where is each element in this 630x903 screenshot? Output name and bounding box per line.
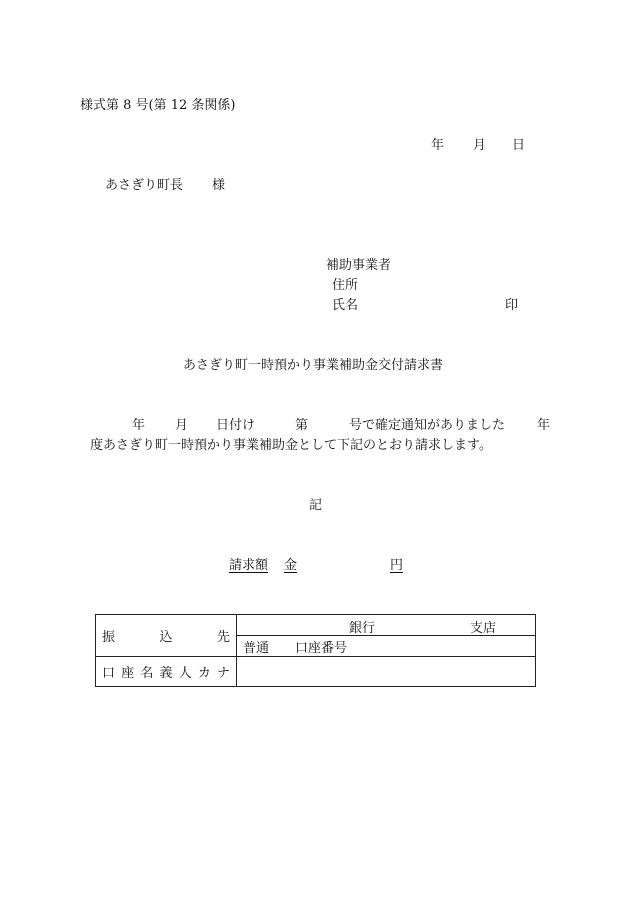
transfer-destination-label: 振 込 先 [96, 615, 237, 657]
body-line2: 度あさぎり町一時預かり事業補助金として下記のとおり請求します。 [90, 438, 492, 453]
date-month-label: 月 [473, 138, 487, 153]
bank-label: 銀行 [349, 621, 376, 636]
honorific: 様 [212, 178, 226, 193]
applicant-name-label: 氏名 [332, 298, 359, 313]
bank-transfer-table [95, 614, 536, 687]
date-year-label: 年 [431, 138, 445, 153]
branch-label: 支店 [470, 621, 497, 636]
form-number: 様式第 8 号(第 12 条関係) [80, 98, 236, 113]
body-year-label: 年 [132, 418, 146, 433]
claim-kin: 金 [284, 558, 298, 573]
account-holder-label: 口座名義人カナ [96, 657, 237, 687]
applicant-address-label: 住所 [332, 278, 359, 293]
account-holder-field[interactable] [237, 657, 536, 687]
body-year2-label: 年 [537, 418, 551, 433]
seal-mark: 印 [505, 298, 519, 313]
applicant-title: 補助事業者 [326, 258, 392, 273]
document-title: あさぎり町一時預かり事業補助金交付請求書 [183, 358, 444, 373]
date-day-label: 日 [512, 138, 526, 153]
account-cell[interactable] [237, 636, 536, 657]
body-notice-text: 号で確定通知がありました [349, 418, 506, 433]
claim-yen: 円 [390, 558, 404, 573]
claim-label: 請求額 [229, 558, 269, 573]
addressee: あさぎり町長 [105, 178, 184, 193]
futsu-label: 普通 [243, 640, 270, 656]
account-number-label: 口座番号 [295, 640, 348, 656]
body-month-label: 月 [175, 418, 189, 433]
body-day-label: 日付け [216, 418, 256, 433]
ki-label: 記 [309, 498, 323, 513]
body-number-label: 第 [295, 418, 309, 433]
bank-branch-cell[interactable] [237, 615, 536, 636]
claim-amount-line [229, 558, 402, 574]
